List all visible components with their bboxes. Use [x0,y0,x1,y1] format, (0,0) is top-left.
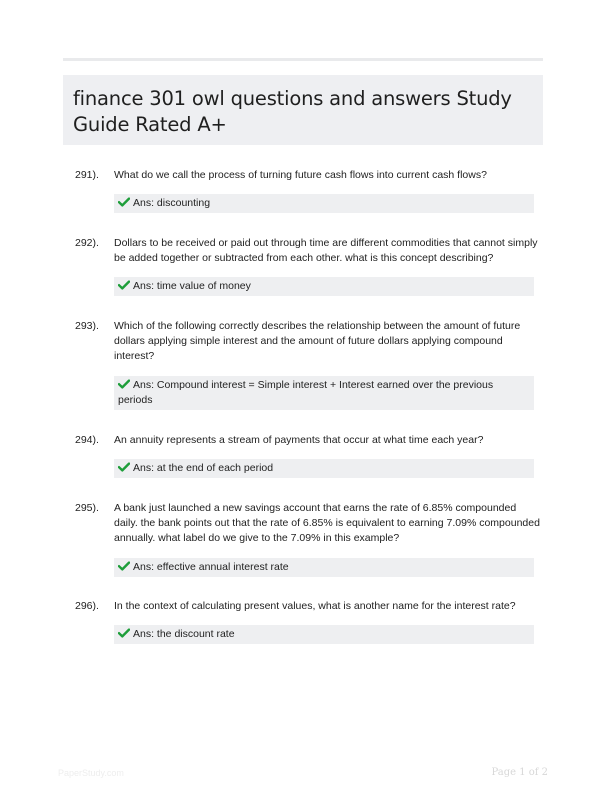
answer-box [114,558,534,577]
question-text: What do we call the process of turning future cash flows into current cash flows? [114,169,487,181]
question-number: 292). [75,237,99,249]
answer-text: Ans: effective annual interest rate [133,561,289,573]
page-number: Page 1 of 2 [491,767,548,778]
check-icon [118,561,130,571]
answer-text: Ans: discounting [133,197,211,209]
top-divider [63,58,543,61]
title-banner [63,75,543,145]
question-number: 296). [75,600,99,612]
page-title: finance 301 owl questions and answers Study Guide Rated A+ [73,87,512,136]
check-icon [118,379,130,389]
answer-text: Ans: at the end of each period [133,462,274,474]
answer-box [114,194,534,213]
answer-text: Ans: Compound interest = Simple interest + Interest earned over the previous periods [118,379,494,407]
answer-box [114,459,534,478]
question-number: 291). [75,169,99,181]
check-icon [118,197,130,207]
question-text: An annuity represents a stream of payments that occur at what time each year? [114,434,484,446]
check-icon [118,628,130,638]
footer-watermark: PaperStudy.com [58,768,124,778]
question-text: Dollars to be received or paid out through time are different commodities that cannot simply be added together or subtracted from each other. what is this concept describing? [114,237,538,265]
question-text: A bank just launched a new savings account that earns the rate of 6.85% compounded daily. the bank points out that the rate of 6.85% is equivalent to earning 7.09% compounded annually. what label do we give to the 7.09% in this example? [114,502,540,545]
check-icon [118,462,130,472]
question-number: 295). [75,502,99,514]
check-icon [118,280,130,290]
answer-box [114,376,534,410]
question-number: 293). [75,320,99,332]
question-text: Which of the following correctly describes the relationship between the amount of future dollars applying simple interest and the amount of future dollars applying compound interest? [114,320,521,363]
answer-box [114,625,534,644]
answer-text: Ans: time value of money [133,280,251,292]
answer-box [114,277,534,296]
answer-text: Ans: the discount rate [133,628,235,640]
question-number: 294). [75,434,99,446]
question-text: In the context of calculating present values, what is another name for the interest rate? [114,600,516,612]
